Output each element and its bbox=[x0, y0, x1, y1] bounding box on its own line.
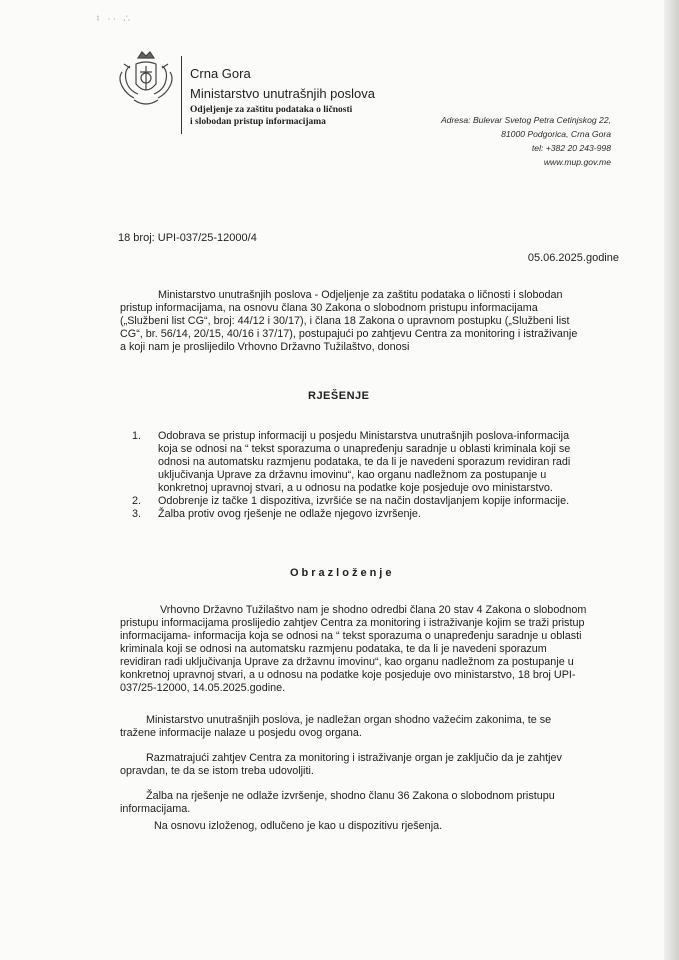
text-line: pristupu informacijama proslijedio zahtjev Centra za monitoring i istraživanje kojim se traži pristup bbox=[120, 617, 585, 629]
text-line: Žalba protiv ovog rješenje ne odlaže njegovo izvršenje. bbox=[158, 508, 421, 520]
text-line: CG“, br. 56/14, 20/15, 40/16 i 37/17), postupajući po zahtjevu Centra za monitoring i istraživanje bbox=[120, 328, 578, 340]
dispositive-list bbox=[132, 430, 616, 521]
text-line: konkretnoj upravnoj stvari, a u odnosu na podatke koje posjeduje ovo ministarstvo, 18 broj UPI- bbox=[120, 669, 576, 681]
text-line: a koji nam je proslijedilo Vrhovno Državno Tužilaštvo, donosi bbox=[120, 341, 410, 353]
reasoning-paragraph bbox=[120, 714, 620, 740]
text-line: Vrhovno Državno Tužilaštvo nam je shodno odredbi člana 20 stav 4 Zakona o slobodnom bbox=[160, 604, 587, 616]
phone-line: tel: +382 20 243-998 bbox=[531, 143, 611, 153]
text-line: 037/25-12000, 14.05.2025.godine. bbox=[120, 682, 286, 694]
dept-line: Odjeljenje za zaštitu podataka o ličnosti bbox=[190, 105, 353, 115]
list-number: 2. bbox=[132, 495, 142, 507]
reasoning-paragraph bbox=[120, 790, 620, 816]
scribble-mark: ♮ ·· ∴ bbox=[96, 13, 133, 25]
text-line: Ministarstvo unutrašnjih poslova, je nadležan organ shodno važećim zakonima, te se bbox=[146, 714, 552, 726]
text-line: Ministarstvo unutrašnjih poslova - Odjeljenje za zaštitu podataka o ličnosti i slobodan bbox=[158, 289, 563, 301]
text-line: pristup informacijama, na osnovu člana 30 Zakona o slobodnom pristupu informacijama bbox=[120, 302, 538, 314]
coat-of-arms-icon bbox=[116, 50, 176, 112]
org-ministry: Ministarstvo unutrašnjih poslova bbox=[190, 86, 375, 101]
list-number: 3. bbox=[132, 508, 142, 520]
text-line: informacijama- informacija koja se odnosi na “ tekst sporazuma o unapređenju saradnje u oblasti bbox=[120, 630, 582, 642]
list-item bbox=[132, 495, 616, 508]
document-date: 05.06.2025.godine bbox=[527, 252, 619, 264]
address-line: 81000 Podgorica, Crna Gora bbox=[501, 129, 611, 139]
list-item bbox=[132, 430, 616, 495]
reasoning-paragraph bbox=[120, 752, 620, 778]
text-line: kriminala koji se odnosi na automatsku razmjenu podataka, te da li je navedeni sporazum bbox=[120, 643, 547, 655]
text-line: uključivanja Uprave za državnu imovinu“, kao organu nadležnom za postupanje u bbox=[158, 469, 547, 481]
org-department bbox=[190, 104, 352, 128]
reasoning-heading: Obrazloženje bbox=[290, 567, 395, 579]
scan-edge-shadow bbox=[664, 0, 679, 960]
text-line: Razmatrajući zahtjev Centra za monitoring i istraživanje organ je zaključio da je zahtjev bbox=[146, 752, 562, 764]
text-line: tražene informacije nalaze u posjedu ovog organa. bbox=[120, 727, 362, 739]
text-line: odnosi na automatsku razmjenu podataka, te da li je navedeni sporazum revidiran radi bbox=[158, 456, 571, 468]
dept-line: i slobodan pristup informacijama bbox=[190, 117, 326, 127]
address-block bbox=[351, 113, 611, 169]
text-line: Odobrava se pristup informaciji u posjedu Ministarstva unutrašnjih poslova-informacija bbox=[158, 430, 570, 442]
intro-paragraph bbox=[120, 289, 620, 354]
text-line: Odobrenje iz tačke 1 dispozitiva, izvršiće se na način dostavljanjem kopije informacije. bbox=[158, 495, 570, 507]
list-number: 1. bbox=[132, 430, 142, 442]
address-line: Adresa: Bulevar Svetog Petra Cetinjskog 22, bbox=[440, 115, 611, 125]
text-line: revidiran radi uključivanja Uprave za državnu imovinu“, kao organu nadležnom za postupanje u bbox=[120, 656, 574, 668]
text-line: konkretnoj upravnoj stvari, a u odnosu na podatke koje posjeduje ovo ministarstvo. bbox=[158, 482, 553, 494]
website-line: www.mup.gov.me bbox=[543, 157, 611, 167]
list-item bbox=[132, 508, 616, 521]
text-line: koja se odnosi na “ tekst sporazuma o unapređenju saradnje u oblasti kriminala koji se bbox=[158, 443, 571, 455]
header-divider bbox=[181, 56, 182, 134]
text-line: informacijama. bbox=[120, 803, 191, 815]
org-country: Crna Gora bbox=[190, 66, 251, 81]
reasoning-paragraph bbox=[120, 604, 620, 695]
text-line: opravdan, te da se istom treba udovoljiti. bbox=[120, 765, 314, 777]
text-line: Žalba na rješenje ne odlaže izvršenje, shodno članu 36 Zakona o slobodnom pristupu bbox=[146, 790, 555, 802]
text-line: Na osnovu izloženog, odlučeno je kao u dispozitivu rješenja. bbox=[154, 820, 443, 832]
text-line: („Službeni list CG“, broj: 44/12 i 30/17), i člana 18 Zakona o upravnom postupku („Službeni list bbox=[120, 315, 570, 327]
decision-heading: RJEŠENJE bbox=[308, 390, 370, 402]
reference-number: 18 broj: UPI-037/25-12000/4 bbox=[118, 232, 257, 244]
reasoning-paragraph bbox=[120, 820, 620, 833]
